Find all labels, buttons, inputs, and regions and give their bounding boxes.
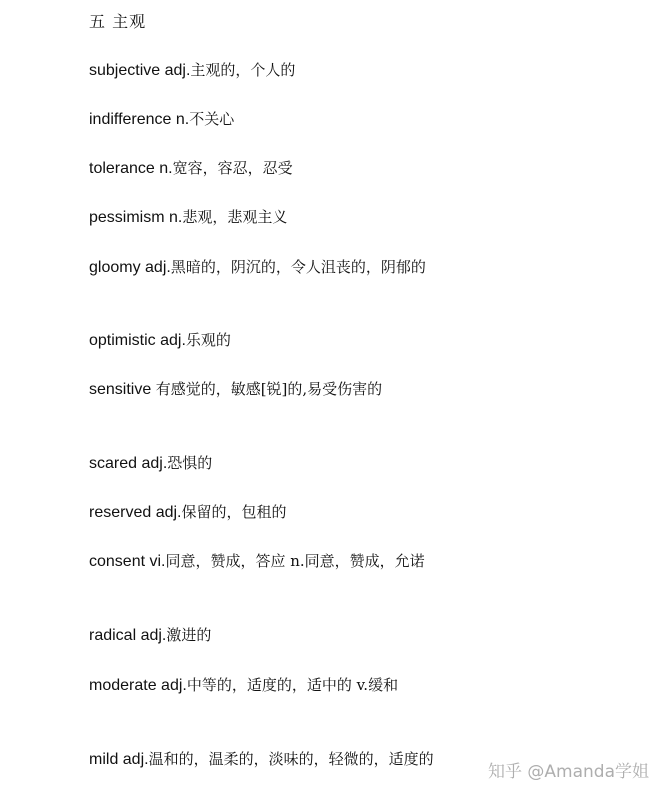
vocab-definition: 不关心	[189, 110, 235, 128]
vocab-entry	[89, 256, 426, 277]
vocab-word: pessimism n.	[89, 209, 183, 226]
vocab-entry	[89, 501, 287, 522]
vocab-definition: 乐观的	[185, 331, 231, 349]
vocab-entry	[89, 329, 231, 350]
vocab-word: indifference n.	[89, 111, 190, 128]
vocab-entry	[89, 452, 212, 473]
vocab-entry	[89, 674, 398, 695]
vocab-word: scared adj.	[89, 455, 168, 472]
vocab-entry	[89, 157, 293, 178]
vocab-definition: 中等的，适度的，适中的 v.缓和	[186, 676, 399, 694]
vocab-word: sensitive	[89, 381, 156, 398]
vocab-word: subjective adj.	[89, 62, 191, 79]
vocab-word: optimistic adj.	[89, 332, 186, 349]
vocab-entry	[89, 378, 382, 399]
watermark: 知乎 @Amanda学姐	[488, 762, 649, 782]
vocab-word: consent vi.	[89, 553, 166, 570]
vocab-word: radical adj.	[89, 627, 167, 644]
vocab-entry	[89, 59, 295, 80]
vocab-word: reserved adj.	[89, 504, 182, 521]
section-heading: 五 主观	[89, 12, 147, 31]
vocab-entry	[89, 550, 425, 571]
vocab-definition: 悲观，悲观主义	[182, 208, 288, 226]
vocab-definition: 主观的，个人的	[190, 61, 296, 79]
vocab-word: tolerance n.	[89, 160, 173, 177]
vocab-word: moderate adj.	[89, 677, 187, 694]
vocab-definition: 保留的，包租的	[181, 503, 287, 521]
vocab-definition: 同意，赞成，答应 n.同意，赞成，允诺	[165, 552, 425, 570]
vocab-definition: 激进的	[166, 626, 212, 644]
vocab-entry	[89, 206, 287, 227]
vocab-entry	[89, 108, 234, 129]
vocab-entry	[89, 748, 434, 769]
vocab-word: gloomy adj.	[89, 259, 171, 276]
vocab-definition: 恐惧的	[167, 454, 213, 472]
vocab-definition: 黑暗的，阴沉的，令人沮丧的，阴郁的	[170, 258, 426, 276]
vocab-entry	[89, 624, 211, 645]
vocab-definition: 宽容，容忍，忍受	[172, 159, 293, 177]
vocab-definition: 温和的，温柔的，淡味的，轻微的，适度的	[148, 750, 434, 768]
vocab-definition: 有感觉的，敏感[锐]的,易受伤害的	[155, 380, 383, 398]
vocab-word: mild adj.	[89, 751, 149, 768]
